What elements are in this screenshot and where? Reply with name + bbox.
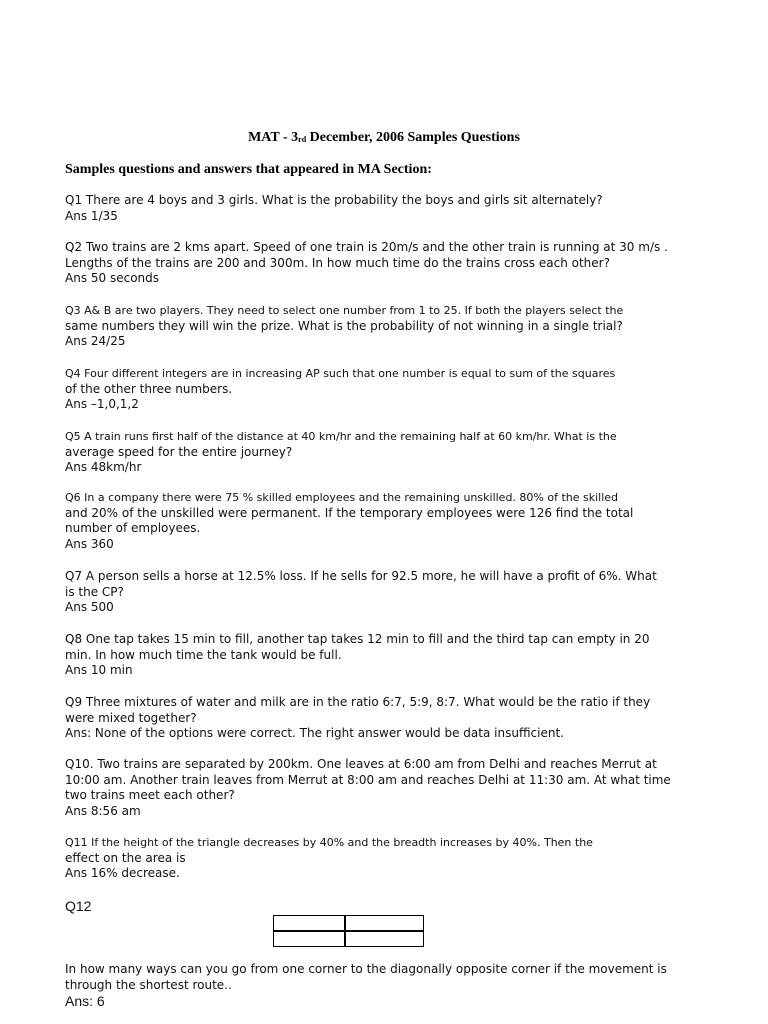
answer-text: Ans –1,0,1,2 [65,397,139,412]
question-block-q8 [65,632,650,679]
document-title [0,129,768,149]
question-text: average speed for the entire journey? [65,444,293,459]
question-text: of the other three numbers. [65,381,233,396]
question-text: 10:00 am. Another train leaves from Merrut at 8:00 am and reaches Delhi at 11:30 am. At what time [65,772,671,787]
question-text: min. In how much time the tank would be full. [65,647,342,662]
answer-text: Ans: None of the options were correct. The right answer would be data insufficient. [65,726,564,741]
answer-text: Ans 16% decrease. [65,866,180,881]
answer-text: Ans 500 [65,600,114,615]
answer-text: Ans 360 [65,536,114,551]
question-text: Q9 Three mixtures of water and milk are in the ratio 6:7, 5:9, 8:7. What would be the ratio if they [65,695,651,709]
question-text: Q7 A person sells a horse at 12.5% loss. If he sells for 92.5 more, he will have a profit of 6%. What [65,569,657,583]
question-block-q12-text [65,962,667,1010]
answer-text: Ans: 6 [65,993,105,1010]
answer-text: Ans 1/35 [65,208,118,223]
question-text: Q5 A train runs first half of the distance at 40 km/hr and the remaining half at 60 km/hr. What is the [65,430,617,443]
section-heading: Samples questions and answers that appeared in MA Section: [65,162,432,177]
question-block-q5 [65,429,617,476]
answer-text: Ans 24/25 [65,334,126,349]
question-text: Lengths of the trains are 200 and 300m. In how much time do the trains cross each other? [65,255,610,270]
title-superscript: rd [298,135,307,144]
question-text: is the CP? [65,584,124,599]
grid-horizontal-divider [274,930,423,932]
question-block-q12 [65,898,91,915]
question-text: number of employees. [65,521,201,536]
question-block-q9 [65,695,650,742]
question-text: same numbers they will win the prize. What is the probability of not winning in a single trial? [65,318,623,333]
question-text: Q2 Two trains are 2 kms apart. Speed of one train is 20m/s and the other train is running at 30 m/s . [65,240,668,254]
question-text: Q11 If the height of the triangle decreases by 40% and the breadth increases by 40%. Then the [65,836,593,849]
question-block-q2 [65,240,668,287]
question-text: were mixed together? [65,710,197,725]
question-label: Q12 [65,898,92,914]
question-text: Q1 There are 4 boys and 3 girls. What is the probability the boys and girls sit alternately? [65,193,603,207]
question-text: through the shortest route.. [65,977,232,992]
grid-figure [273,915,424,947]
question-text: two trains meet each other? [65,788,235,803]
question-text: Q3 A& B are two players. They need to select one number from 1 to 25. If both the players select the [65,304,624,317]
title-prefix: MAT - 3 [248,130,299,145]
question-block-q7 [65,569,657,616]
answer-text: Ans 10 min [65,663,133,678]
question-block-q11 [65,835,593,882]
question-block-q10 [65,757,671,819]
question-block-q4 [65,366,615,413]
question-text: and 20% of the unskilled were permanent. If the temporary employees were 126 find the total [65,505,634,520]
answer-text: Ans 50 seconds [65,271,160,286]
question-block-q6 [65,490,633,552]
question-block-q3 [65,303,623,350]
title-suffix: December, 2006 Samples Questions [306,130,520,145]
answer-text: Ans 8:56 am [65,803,141,818]
answer-text: Ans 48km/hr [65,460,142,475]
question-text: Q6 In a company there were 75 % skilled employees and the remaining unskilled. 80% of the skilled [65,491,619,504]
question-text: Q10. Two trains are separated by 200km. One leaves at 6:00 am from Delhi and reaches Merrut at [65,757,657,771]
question-text: Q4 Four different integers are in increasing AP such that one number is equal to sum of the squares [65,367,616,380]
question-text: effect on the area is [65,850,186,865]
question-text: Q8 One tap takes 15 min to fill, another tap takes 12 min to fill and the third tap can empty in 20 [65,632,650,646]
question-block-q1 [65,193,603,224]
question-text: In how many ways can you go from one corner to the diagonally opposite corner if the movement is [65,962,667,976]
